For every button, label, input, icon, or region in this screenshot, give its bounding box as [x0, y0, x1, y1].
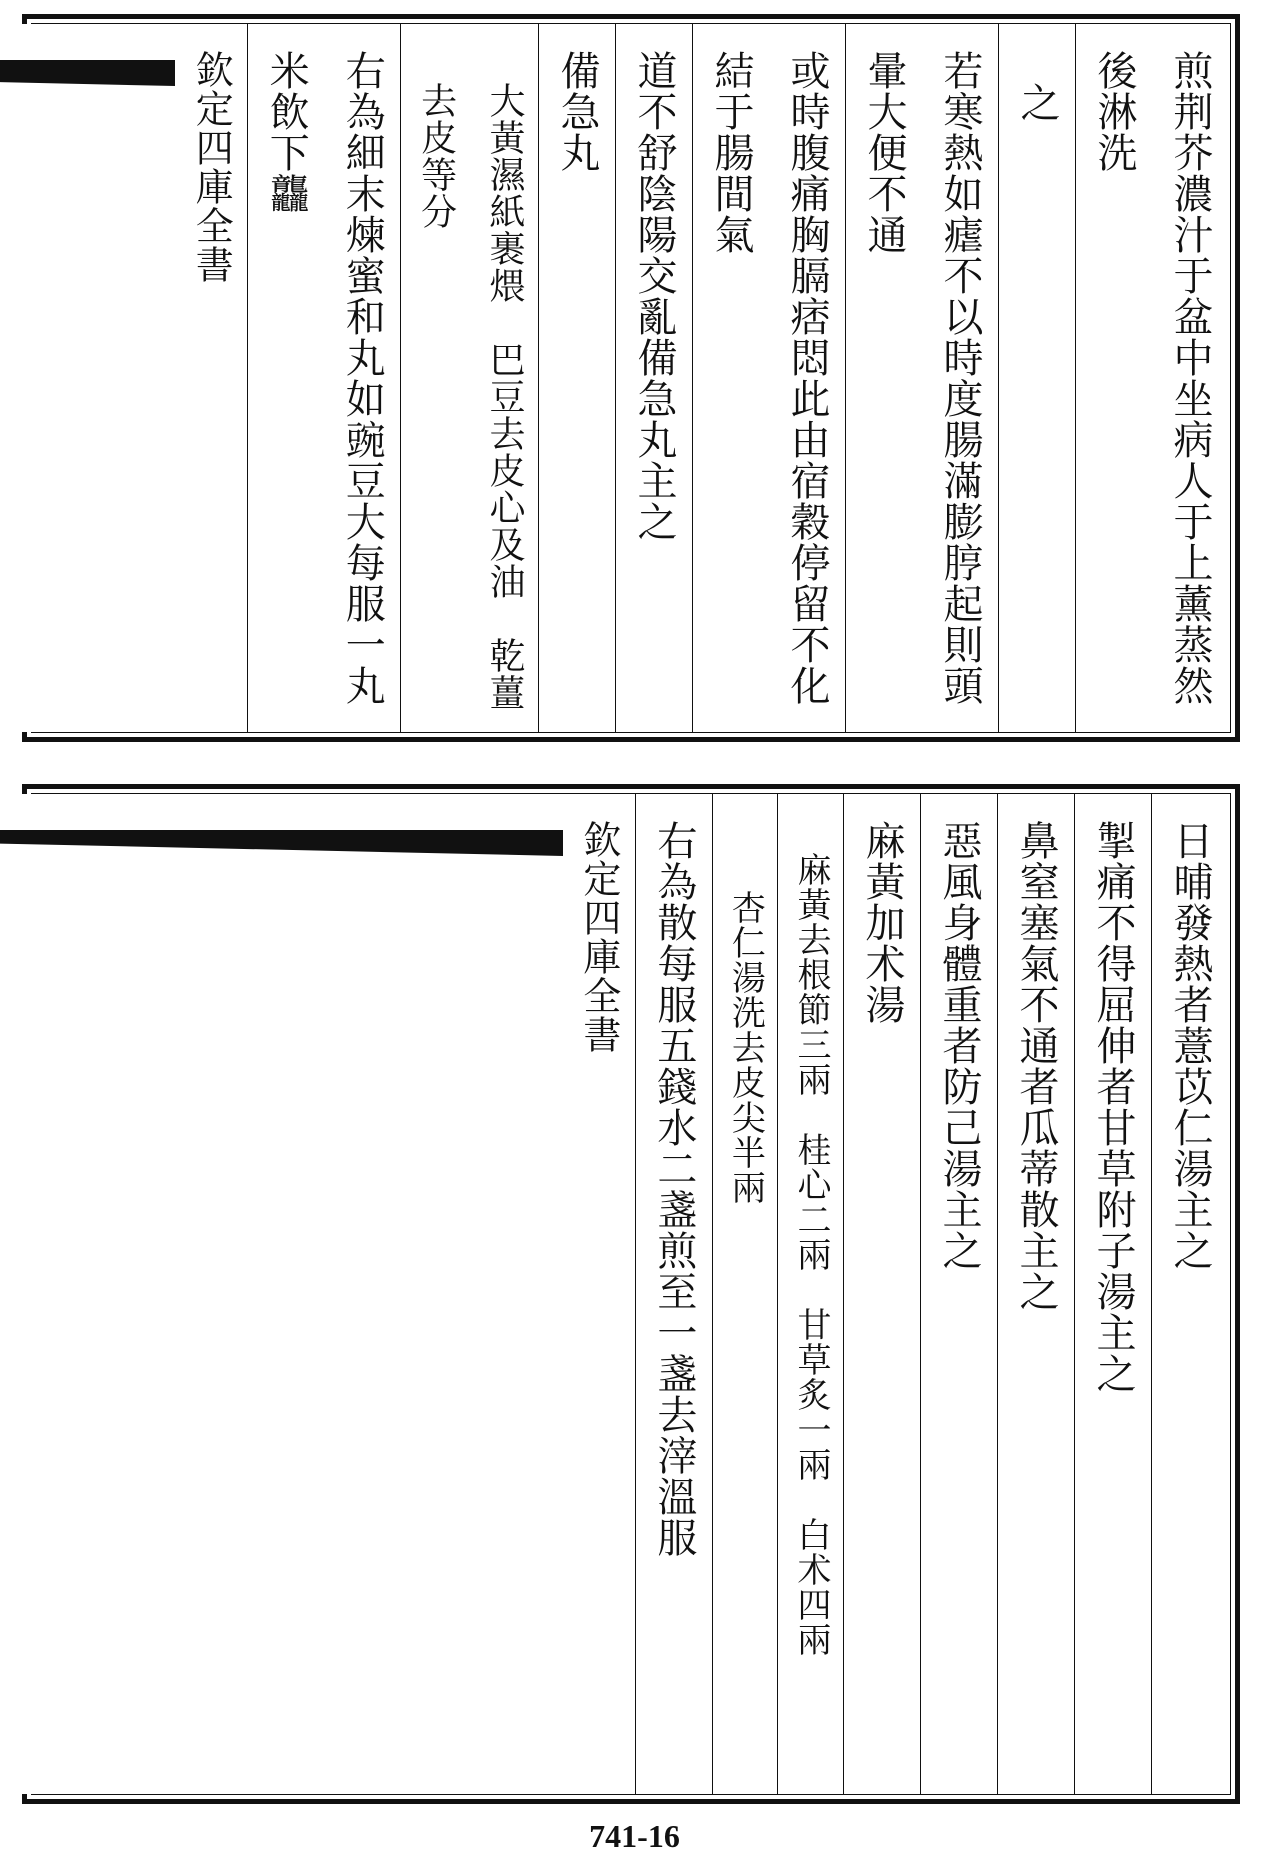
fish-tail-mark	[0, 830, 563, 864]
text-column: 之	[998, 24, 1075, 732]
text-column: 右為細末煉蜜和丸如豌豆大每服一丸米飲下龘	[247, 24, 400, 732]
text-column: 日晡發熱者薏苡仁湯主之	[1151, 794, 1228, 1794]
text-column: 掣痛不得屈伸者甘草附子湯主之	[1074, 794, 1151, 1794]
text-columns	[34, 24, 1228, 732]
ingredient-column: 杏仁湯洗去皮尖半兩	[712, 794, 778, 1794]
text-column: 右為散每服五錢水二盞煎至一盞去滓溫服	[635, 794, 712, 1794]
bottom-page	[22, 784, 1240, 1804]
center-fold	[0, 794, 635, 1794]
page-footer-number: 741-16	[589, 1818, 680, 1854]
text-column: 惡風身體重者防己湯主之	[920, 794, 997, 1794]
text-column: 或時腹痛胸膈痞悶此由宿穀停留不化結于腸間氣	[692, 24, 845, 732]
ingredient-column: 大黃濕紙裹煨 巴豆去皮心及油 乾薑去皮等分	[400, 24, 538, 732]
text-column: 煎荆芥濃汁于盆中坐病人于上薰蒸然後淋洗	[1075, 24, 1228, 732]
section-heading: 備急丸	[538, 24, 615, 732]
center-fold	[0, 24, 247, 732]
book-title: 欽定四庫全書	[576, 820, 621, 1054]
fish-tail-mark	[0, 60, 175, 94]
top-page	[22, 14, 1240, 742]
text-column: 鼻窒塞氣不通者瓜蒂散主之	[997, 794, 1074, 1794]
text-columns	[34, 794, 1228, 1794]
text-column: 若寒熱如瘧不以時度腸滿膨脝起則頭暈大便不通	[845, 24, 998, 732]
text-column: 道不舒陰陽交亂備急丸主之	[615, 24, 692, 732]
section-heading: 麻黃加术湯	[843, 794, 920, 1794]
ingredient-column: 麻黃去根節三兩 桂心二兩 甘草炙一兩 白术四兩	[777, 794, 843, 1794]
book-title: 欽定四庫全書	[189, 50, 234, 284]
